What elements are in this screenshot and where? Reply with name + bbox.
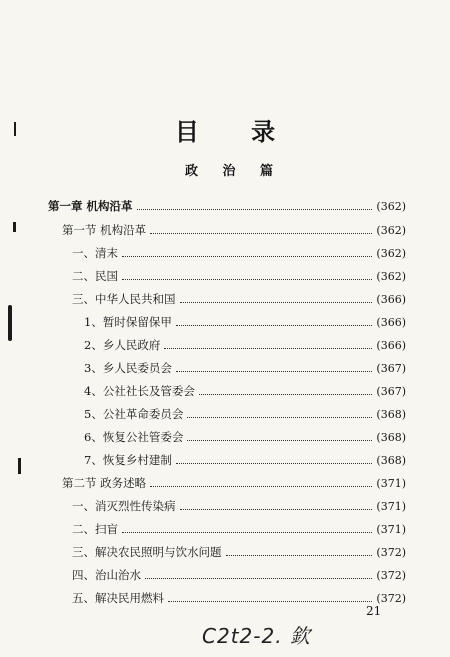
toc-entry-page: (371) (376, 522, 406, 536)
toc-entry-label: 4、公社社长及管委会 (84, 384, 195, 398)
dot-leader (164, 348, 372, 349)
toc-entry[interactable] (72, 244, 406, 262)
section-heading: 政 治 篇 (184, 164, 284, 179)
dot-leader (176, 463, 373, 464)
toc-entry[interactable] (72, 589, 406, 607)
dot-leader (145, 578, 372, 579)
toc-entry[interactable] (84, 359, 406, 377)
toc-entry-page: (371) (376, 476, 406, 490)
toc-entry[interactable] (62, 221, 406, 239)
toc-entry[interactable] (72, 267, 406, 285)
toc-entry-label: 第一章 机构沿革 (48, 199, 133, 213)
toc-entry[interactable] (72, 543, 406, 561)
toc-entry[interactable] (48, 197, 406, 215)
dot-leader (122, 279, 372, 280)
toc-entry-label: 3、乡人民委员会 (84, 361, 172, 375)
toc-entry[interactable] (84, 336, 406, 354)
toc-entry[interactable] (84, 405, 406, 423)
dot-leader (176, 325, 373, 326)
dot-leader (226, 555, 373, 556)
toc-entry[interactable] (72, 520, 406, 538)
toc-entry-page: (366) (376, 338, 406, 352)
toc-entry-page: (362) (376, 246, 406, 260)
dot-leader (180, 509, 373, 510)
toc-entry-page: (362) (376, 199, 406, 213)
page-number: 21 (366, 604, 382, 618)
dot-leader (187, 417, 372, 418)
toc-entry-label: 三、中华人民共和国 (72, 292, 176, 306)
toc-entry[interactable] (72, 497, 406, 515)
scan-mark (13, 222, 16, 232)
dot-leader (187, 440, 372, 441)
toc-entry-label: 四、治山治水 (72, 568, 141, 582)
toc-entry-label: 五、解决民用燃料 (72, 591, 164, 605)
dot-leader (150, 486, 372, 487)
toc-entry-page: (366) (376, 292, 406, 306)
toc-entry-label: 一、消灭烈性传染病 (72, 499, 176, 513)
toc-entry-page: (368) (376, 407, 406, 421)
dot-leader (122, 256, 372, 257)
toc-entry-label: 三、解决农民照明与饮水问题 (72, 545, 222, 559)
dot-leader (168, 601, 372, 602)
toc-entry-page: (368) (376, 430, 406, 444)
toc-entry-label: 5、公社革命委员会 (84, 407, 184, 421)
toc-entry[interactable] (72, 566, 406, 584)
toc-entry-page: (362) (376, 223, 406, 237)
toc-entry-page: (372) (376, 545, 406, 559)
scan-mark (18, 458, 21, 474)
dot-leader (176, 371, 373, 372)
toc-entry-page: (372) (376, 591, 406, 605)
toc-entry[interactable] (84, 382, 406, 400)
toc-entry-label: 二、民国 (72, 269, 118, 283)
toc-entry-page: (362) (376, 269, 406, 283)
toc-entry[interactable] (72, 290, 406, 308)
toc-entry-label: 第一节 机构沿革 (62, 223, 147, 237)
toc-entry-label: 一、清末 (72, 246, 118, 260)
toc-entry[interactable] (84, 451, 406, 469)
toc-entry-label: 第二节 政务述略 (62, 476, 147, 490)
toc-entry-page: (367) (376, 384, 406, 398)
page-title: 目 录 (174, 117, 298, 146)
toc-entry-label: 1、暂时保留保甲 (84, 315, 172, 329)
scan-mark (8, 305, 12, 341)
toc-entry-label: 2、乡人民政府 (84, 338, 161, 352)
toc-entry[interactable] (62, 474, 406, 492)
toc-entry-label: 6、恢复公社管委会 (84, 430, 184, 444)
toc-entry-label: 二、扫盲 (72, 522, 118, 536)
toc-entry-page: (372) (376, 568, 406, 582)
toc-entry-label: 7、恢复乡村建制 (84, 453, 172, 467)
dot-leader (150, 233, 372, 234)
dot-leader (199, 394, 373, 395)
toc-entry-page: (371) (376, 499, 406, 513)
toc-entry-page: (368) (376, 453, 406, 467)
handwritten-note: C2t2-2. 欽 (202, 624, 311, 648)
toc-entry-page: (367) (376, 361, 406, 375)
toc-entry[interactable] (84, 313, 406, 331)
dot-leader (137, 209, 373, 210)
dot-leader (122, 532, 372, 533)
toc-entry-page: (366) (376, 315, 406, 329)
dot-leader (180, 302, 373, 303)
toc-entry[interactable] (84, 428, 406, 446)
